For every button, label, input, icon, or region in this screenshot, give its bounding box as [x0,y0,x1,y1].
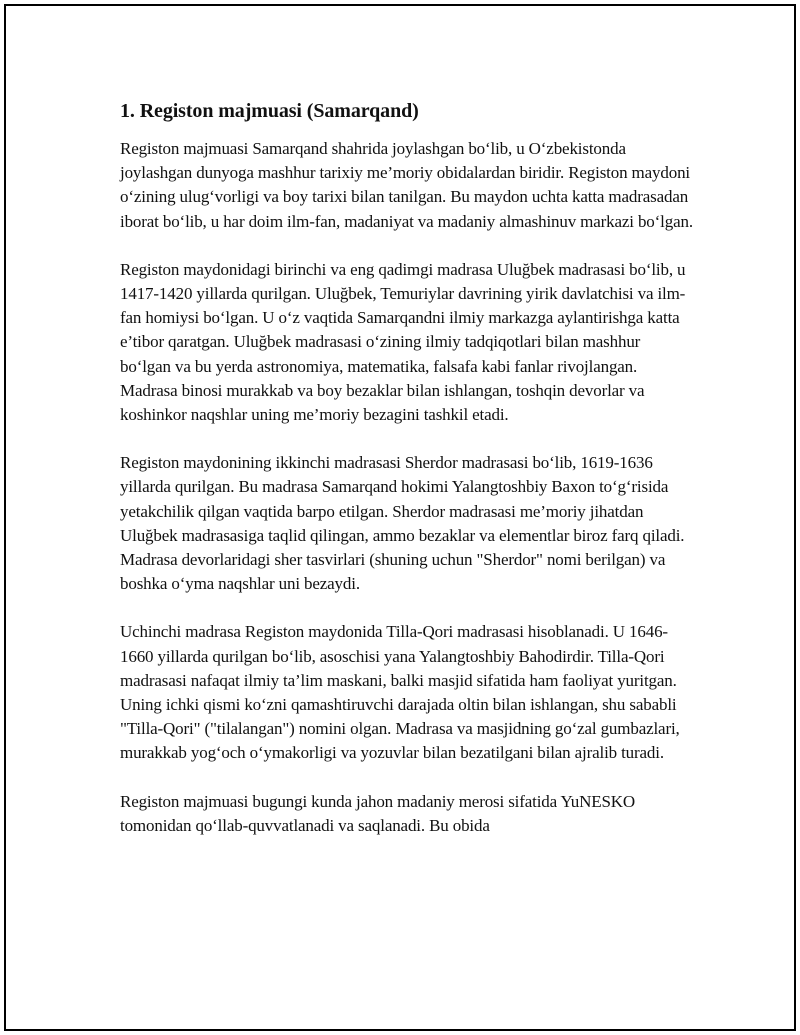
paragraph-ulugbek-madrasa: Registon maydonidagi birinchi va eng qadimgi madrasa Uluğbek madrasasi bo‘lib, u 1417-1420 yillarda qurilgan. Uluğbek, Temuriylar davrining yirik davlatchisi va ilm-fan homiysi bo‘lgan. U o‘z vaqtida Samarqandni ilmiy markazga aylantirishga katta e’tibor qaratgan. Uluğbek madrasasi o‘zining ilmiy tadqiqotlari bilan mashhur bo‘lgan va bu yerda astronomiya, matematika, falsafa kabi fanlar rivojlangan. Madrasa binosi murakkab va boy bezaklar bilan ishlangan, toshqin devorlar va koshinkor naqshlar uning me’moriy bezagini tashkil etadi. [120,259,686,425]
document-body [120,96,695,862]
paragraph-unesco: Registon majmuasi bugungi kunda jahon madaniy merosi sifatida YuNESKO tomonidan qo‘llab-quvvatlanadi va saqlanadi. Bu obida [120,791,636,835]
document-page [4,4,796,1031]
paragraph-intro: Registon majmuasi Samarqand shahrida joylashgan bo‘lib, u O‘zbekistonda joylashgan dunyoga mashhur tarixiy me’moriy obidalardan biridir. Registon maydoni o‘zining ulug‘vorligi va boy tarixi bilan tanilgan. Bu maydon uchta katta madrasadan iborat bo‘lib, u har doim ilm-fan, madaniyat va madaniy almashinuv markazi bo‘lgan. [120,139,693,231]
section-heading: 1. Registon majmuasi (Samarqand) [120,100,419,122]
paragraph-tilla-qori-madrasa: Uchinchi madrasa Registon maydonida Tilla-Qori madrasasi hisoblanadi. U 1646-1660 yillarda qurilgan bo‘lib, asoschisi yana Yalangtoshbiy Bahodirdir. Tilla-Qori madrasasi nafaqat ilmiy ta’lim maskani, balki masjid sifatida ham faoliyat yuritgan. Uning ichki qismi ko‘zni qamashtiruvchi darajada oltin bilan ishlangan, shu sababli "Tilla-Qori" ("tilalangan") nomini olgan. Madrasa va masjidning go‘zal gumbazlari, murakkab yog‘och o‘ymakorligi va yozuvlar bilan bezatilgani bilan ajralib turadi. [120,622,680,763]
paragraph-sherdor-madrasa: Registon maydonining ikkinchi madrasasi Sherdor madrasasi bo‘lib, 1619-1636 yillarda qurilgan. Bu madrasa Samarqand hokimi Yalangtoshbiy Baxon to‘g‘risida yetakchilik qilgan vaqtida barpo etilgan. Sherdor madrasasi me’moriy jihatdan Uluğbek madrasasiga taqlid qilingan, ammo bezaklar va elementlar biroz farq qiladi. Madrasa devorlaridagi sher tasvirlari (shuning uchun "Sherdor" nomi berilgan) va boshka o‘yma naqshlar uni bezaydi. [120,453,685,594]
